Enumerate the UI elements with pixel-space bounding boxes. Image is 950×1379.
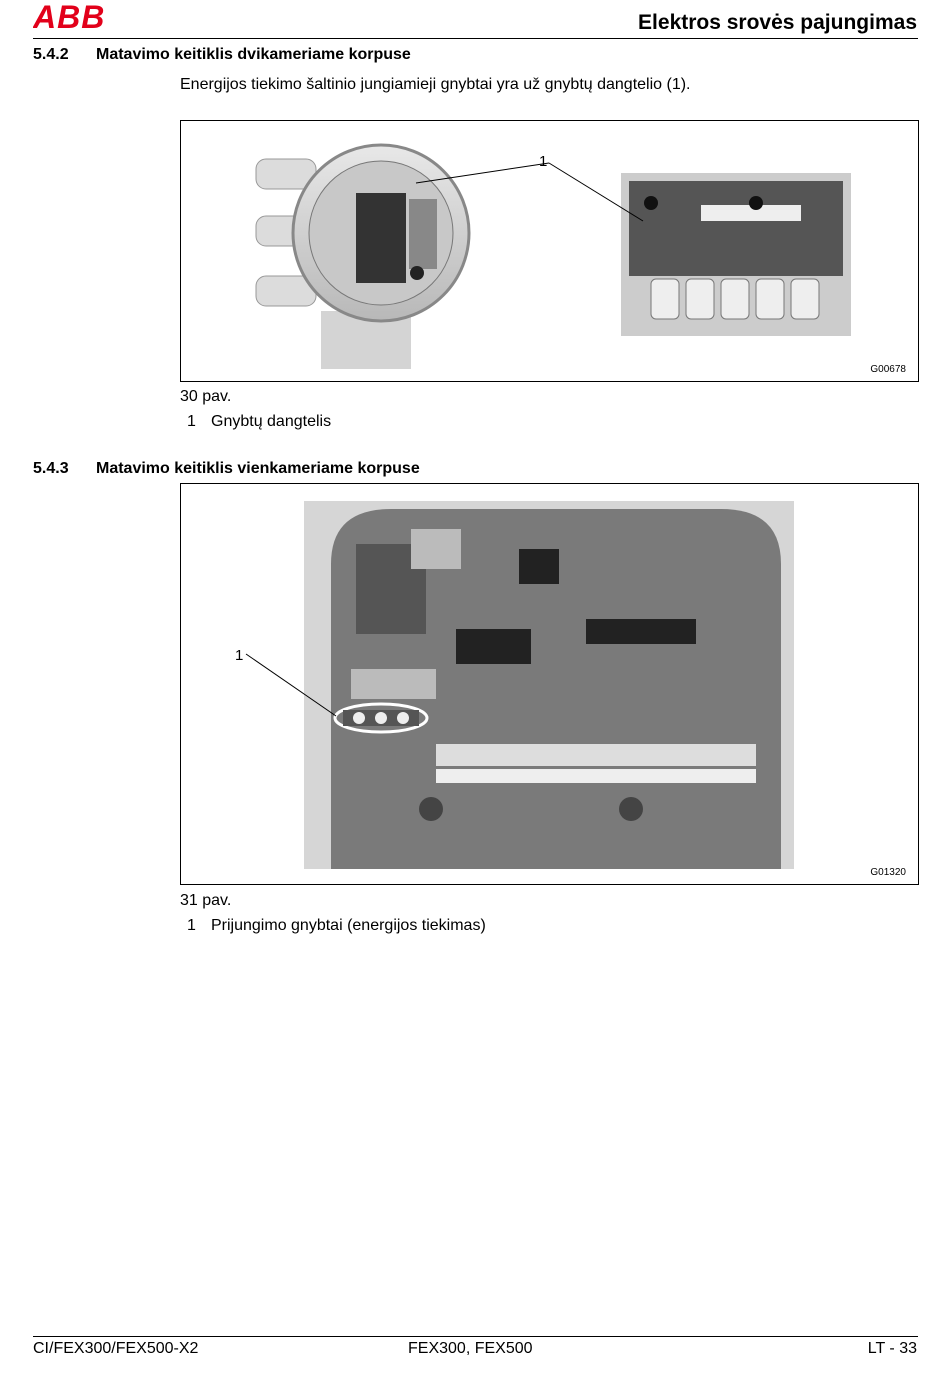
cable-gland [791, 279, 819, 319]
screw [410, 266, 424, 280]
abb-logo [33, 2, 113, 32]
section-title: Matavimo keitiklis vienkameriame korpuse [96, 460, 420, 477]
figure-30 [180, 120, 919, 382]
component [411, 529, 461, 569]
section-number: 5.4.3 [33, 460, 69, 477]
page-header-title: Elektros srovės pajungimas [638, 11, 917, 34]
callout-number: 1 [235, 647, 244, 664]
connector [491, 629, 531, 664]
figure-caption: 31 pav. [180, 892, 232, 909]
cable-gland [619, 797, 643, 821]
terminal-strip [436, 744, 756, 766]
figure-30-illustration [181, 121, 918, 381]
fuse-holder [351, 669, 436, 699]
body-paragraph: Energijos tiekimo šaltinio jungiamieji gnybtai yra už gnybtų dangtelio (1). [180, 76, 691, 93]
terminal-screw [353, 712, 365, 724]
cable-gland [651, 279, 679, 319]
connector [456, 629, 496, 664]
legend-text: Gnybtų dangtelis [211, 413, 332, 430]
legend-number: 1 [187, 917, 196, 934]
footer-rule [33, 1336, 918, 1337]
terminal-cover [409, 199, 437, 269]
cable-gland [721, 279, 749, 319]
footer-doc-id: CI/FEX300/FEX500-X2 [33, 1340, 199, 1357]
callout-number: 1 [539, 153, 548, 170]
cable-gland [756, 279, 784, 319]
section-number: 5.4.2 [33, 46, 69, 63]
cable-gland [686, 279, 714, 319]
section-title: Matavimo keitiklis dvikameriame korpuse [96, 46, 411, 63]
screw [749, 196, 763, 210]
footer-product: FEX300, FEX500 [408, 1340, 533, 1357]
figure-code: G01320 [870, 867, 906, 878]
legend-text: Prijungimo gnybtai (energijos tiekimas) [211, 917, 486, 934]
figure-code: G00678 [870, 364, 906, 375]
terminal-block [356, 193, 406, 283]
connector [586, 619, 696, 644]
figure-31-illustration [181, 484, 918, 884]
terminal-screw [397, 712, 409, 724]
terminal-box-inside [629, 181, 843, 276]
figure-caption: 30 pav. [180, 388, 232, 405]
terminal-labels [436, 769, 756, 783]
footer-page-number: LT - 33 [867, 1340, 917, 1357]
header-rule [33, 38, 918, 39]
svg-text:ABB: ABB [33, 2, 106, 32]
figure-31 [180, 483, 919, 885]
screw [644, 196, 658, 210]
terminal-screw [375, 712, 387, 724]
cable-gland [419, 797, 443, 821]
legend-number: 1 [187, 413, 196, 430]
connector [519, 549, 559, 584]
